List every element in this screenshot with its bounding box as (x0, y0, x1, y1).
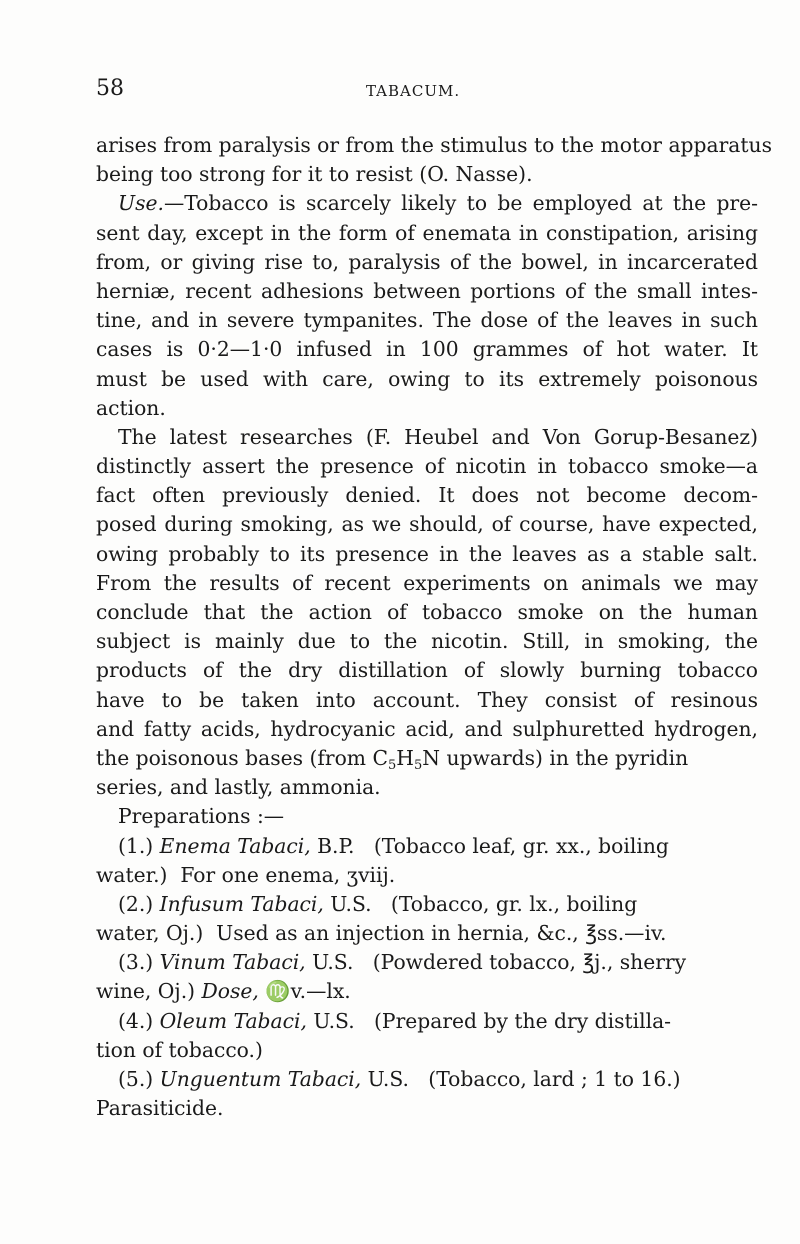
text-line: The latest researches (F. Heubel and Von Gorup-Besanez) (118, 424, 758, 449)
subscript: 5 (388, 757, 397, 773)
text-span: B.P. (Tobacco leaf, gr. xx., boiling (317, 833, 669, 858)
text-span: ♍v.—lx. (265, 979, 351, 1004)
text-line (96, 1065, 758, 1094)
preparation-item (96, 1065, 758, 1123)
page-header (96, 76, 756, 106)
text-line: distinctly assert the presence of nicotin in tobacco smoke—a (96, 454, 758, 479)
text-line: cases is 0·2—1·0 infused in 100 grammes of hot water. It (96, 337, 758, 362)
item-number: (1.) (118, 833, 154, 858)
text-span: U.S. (Powdered tobacco, ℥j., sherry (312, 950, 687, 975)
item-number: (3.) (118, 950, 154, 975)
text-span: U.S. (Tobacco, gr. lx., boiling (330, 891, 638, 916)
text-line: from, or giving rise to, paralysis of the bowel, in incarcerated (96, 249, 758, 274)
text-line: tine, and in severe tympanites. The dose of the leaves in such (96, 308, 758, 333)
body-text (96, 131, 772, 1123)
item-number: (5.) (118, 1067, 154, 1091)
text-line (96, 744, 758, 773)
text-span: U.S. (Tobacco, lard ; 1 to 16.) (367, 1067, 681, 1091)
item-name: Infusum Tabaci, (159, 891, 324, 916)
dose-label: Dose, (201, 979, 259, 1004)
item-number: (2.) (118, 891, 154, 916)
item-number: (4.) (118, 1008, 154, 1033)
text-line: subject is mainly due to the nicotin. Still, in smoking, the (96, 629, 758, 654)
text-line (96, 948, 758, 977)
preparation-item (96, 890, 758, 948)
use-label: Use. (118, 191, 164, 216)
text-line: and fatty acids, hydrocyanic acid, and sulphuretted hydrogen, (96, 716, 758, 741)
text-line (96, 832, 758, 861)
text-span: H (396, 745, 414, 770)
preparations-list (96, 832, 758, 1124)
text-line (96, 977, 758, 1006)
text-line: water, Oj.) Used as an injection in hernia, &c., ℥ss.—iv. (96, 921, 667, 946)
text-span: —Tobacco is scarcely likely to be employed at the pre- (163, 191, 758, 216)
text-line: must be used with care, owing to its extremely poisonous (96, 366, 758, 391)
text-line (96, 890, 758, 919)
subscript: 5 (413, 757, 423, 773)
text-span: N upwards) in the pyridin (422, 745, 689, 770)
text-line: arises from paralysis or from the stimulus to the motor apparatus (96, 133, 772, 157)
preparation-item (96, 832, 758, 890)
text-line: water.) For one enema, ʒviij. (96, 862, 396, 887)
text-span: the poisonous bases (from C (96, 745, 389, 770)
text-line: series, and lastly, ammonia. (96, 775, 381, 800)
item-name: Unguentum Tabaci, (159, 1067, 362, 1091)
text-line: action. (96, 395, 166, 420)
running-title: TABACUM. (366, 82, 461, 100)
text-line: herniæ, recent adhesions between portions of the small intes- (96, 278, 758, 303)
page-number: 58 (96, 76, 124, 101)
text-span: U.S. (Prepared by the dry distilla- (313, 1008, 672, 1033)
text-line: have to be taken into account. They consist of resinous (96, 687, 758, 712)
text-line: being too strong for it to resist (O. Nasse). (96, 162, 533, 187)
text-line: tion of tobacco.) (96, 1037, 263, 1062)
text-line (96, 1007, 758, 1036)
text-line: Parasiticide. (96, 1096, 224, 1121)
text-line: products of the dry distillation of slowly burning tobacco (96, 658, 758, 683)
text-line: conclude that the action of tobacco smoke on the human (96, 600, 758, 624)
item-name: Oleum Tabaci, (159, 1008, 307, 1033)
item-name: Vinum Tabaci, (159, 950, 306, 975)
text-line: fact often previously denied. It does not become decom- (96, 483, 758, 508)
text-line: owing probably to its presence in the leaves as a stable salt. (96, 541, 758, 566)
text-line: From the results of recent experiments on animals we may (96, 570, 758, 595)
preparation-item (96, 1007, 758, 1065)
text-line (96, 189, 758, 218)
preparations-heading: Preparations :— (118, 804, 285, 829)
text-line: posed during smoking, as we should, of course, have expected, (96, 512, 758, 537)
text-line: sent day, except in the form of enemata in constipation, arising (96, 220, 758, 245)
preparation-item (96, 948, 758, 1006)
item-name: Enema Tabaci, (159, 833, 311, 858)
text-span: wine, Oj.) (96, 979, 196, 1004)
